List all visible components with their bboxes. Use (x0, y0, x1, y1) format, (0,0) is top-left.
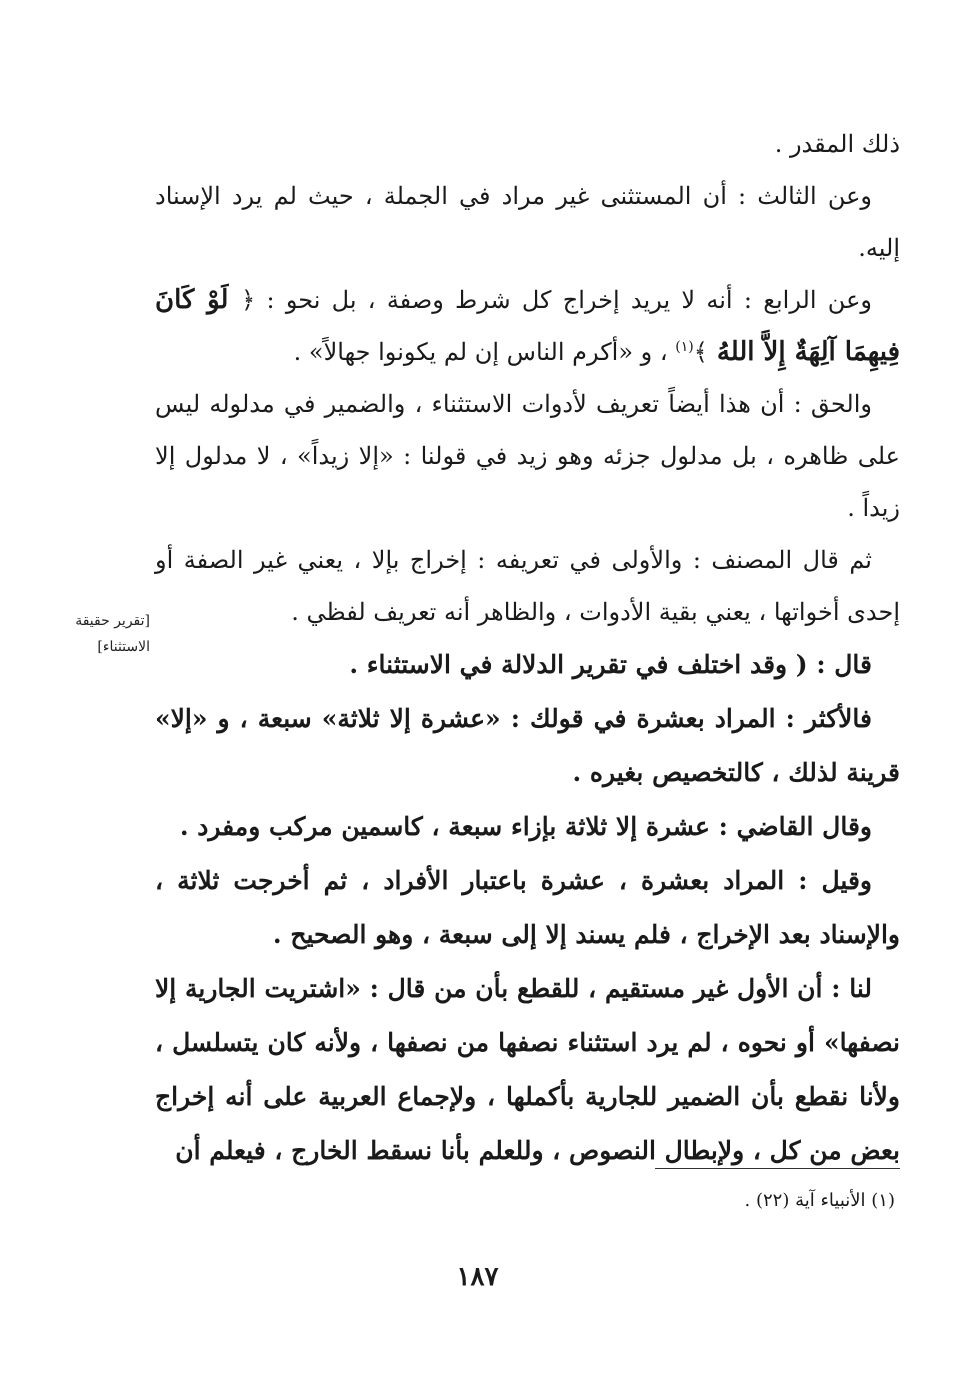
paragraph-4: والحق : أن هذا أيضاً تعريف لأدوات الاستثناء ، والضمير في مدلوله ليس على ظاهره ، بل مدلول جزئه وهو زيد في قولنا : «إلا زيداً» ، لا مدلول إلا زيداً . (155, 390, 900, 522)
quran-close-bracket: ﴾ (693, 338, 708, 366)
paragraph-5: ثم قال المصنف : والأولى في تعريفه : إخراج بإلا ، يعني غير الصفة أو إحدى أخواتها ، يعني بقية الأدوات ، والظاهر أنه تعريف لفظي . (155, 546, 900, 626)
paragraph-8: وقال القاضي : عشرة إلا ثلاثة بإزاء سبعة ، كاسمين مركب ومفرد . (179, 812, 872, 841)
footnote-ref: (١) (675, 339, 694, 355)
margin-note-line-2: الاستثناء] (97, 639, 150, 655)
paragraph-9: وقيل : المراد بعشرة ، عشرة باعتبار الأفراد ، ثم أخرجت ثلاثة ، والإسناد بعد الإخراج ، فلم يسند إلا إلى سبعة ، وهو الصحيح . (155, 866, 900, 949)
quran-verse: لَوْ كَانَ فِيهِمَا آلِهَةٌ إِلاَّ اللهُ (155, 285, 900, 367)
main-text (155, 118, 900, 1178)
margin-note-line-1: [تقرير حقيقة (75, 613, 150, 629)
margin-note (55, 608, 150, 660)
page-number: ١٨٧ (456, 1262, 499, 1292)
paragraph-3-prefix: وعن الرابع : أنه لا يريد إخراج كل شرط وصفة ، بل نحو : ﴿ (241, 286, 872, 314)
paragraph-3-suffix: ، و «أكرم الناس إن لم يكونوا جهالاً» . (293, 338, 676, 366)
footnote: (١) الأنبياء آية (٢٢) . (744, 1190, 895, 1211)
paragraph-3 (155, 274, 900, 378)
paragraph-2: وعن الثالث : أن المستثنى غير مراد في الجملة ، حيث لم يرد الإسناد إليه. (155, 182, 900, 262)
paragraph-6: قال : ( وقد اختلف في تقرير الدلالة في الاستثناء . (349, 650, 872, 679)
paragraph-7: فالأكثر : المراد بعشرة في قولك : «عشرة إلا ثلاثة» سبعة ، و «إلا» قرينة لذلك ، كالتخصيص بغيره . (155, 704, 900, 787)
footnote-divider (655, 1168, 900, 1169)
paragraph-1: ذلك المقدر . (774, 130, 900, 158)
paragraph-10: لنا : أن الأول غير مستقيم ، للقطع بأن من قال : «اشتريت الجارية إلا نصفها» أو نحوه ، لم يرد استثناء نصفها من نصفها ، ولأنه كان يتسلسل ، ولأنا نقطع بأن الضمير للجارية بأكملها ، ولإجماع العربية على أنه إخراج بعض من كل ، ولإبطال النصوص ، وللعلم بأنا نسقط الخارج ، فيعلم أن (155, 974, 900, 1165)
